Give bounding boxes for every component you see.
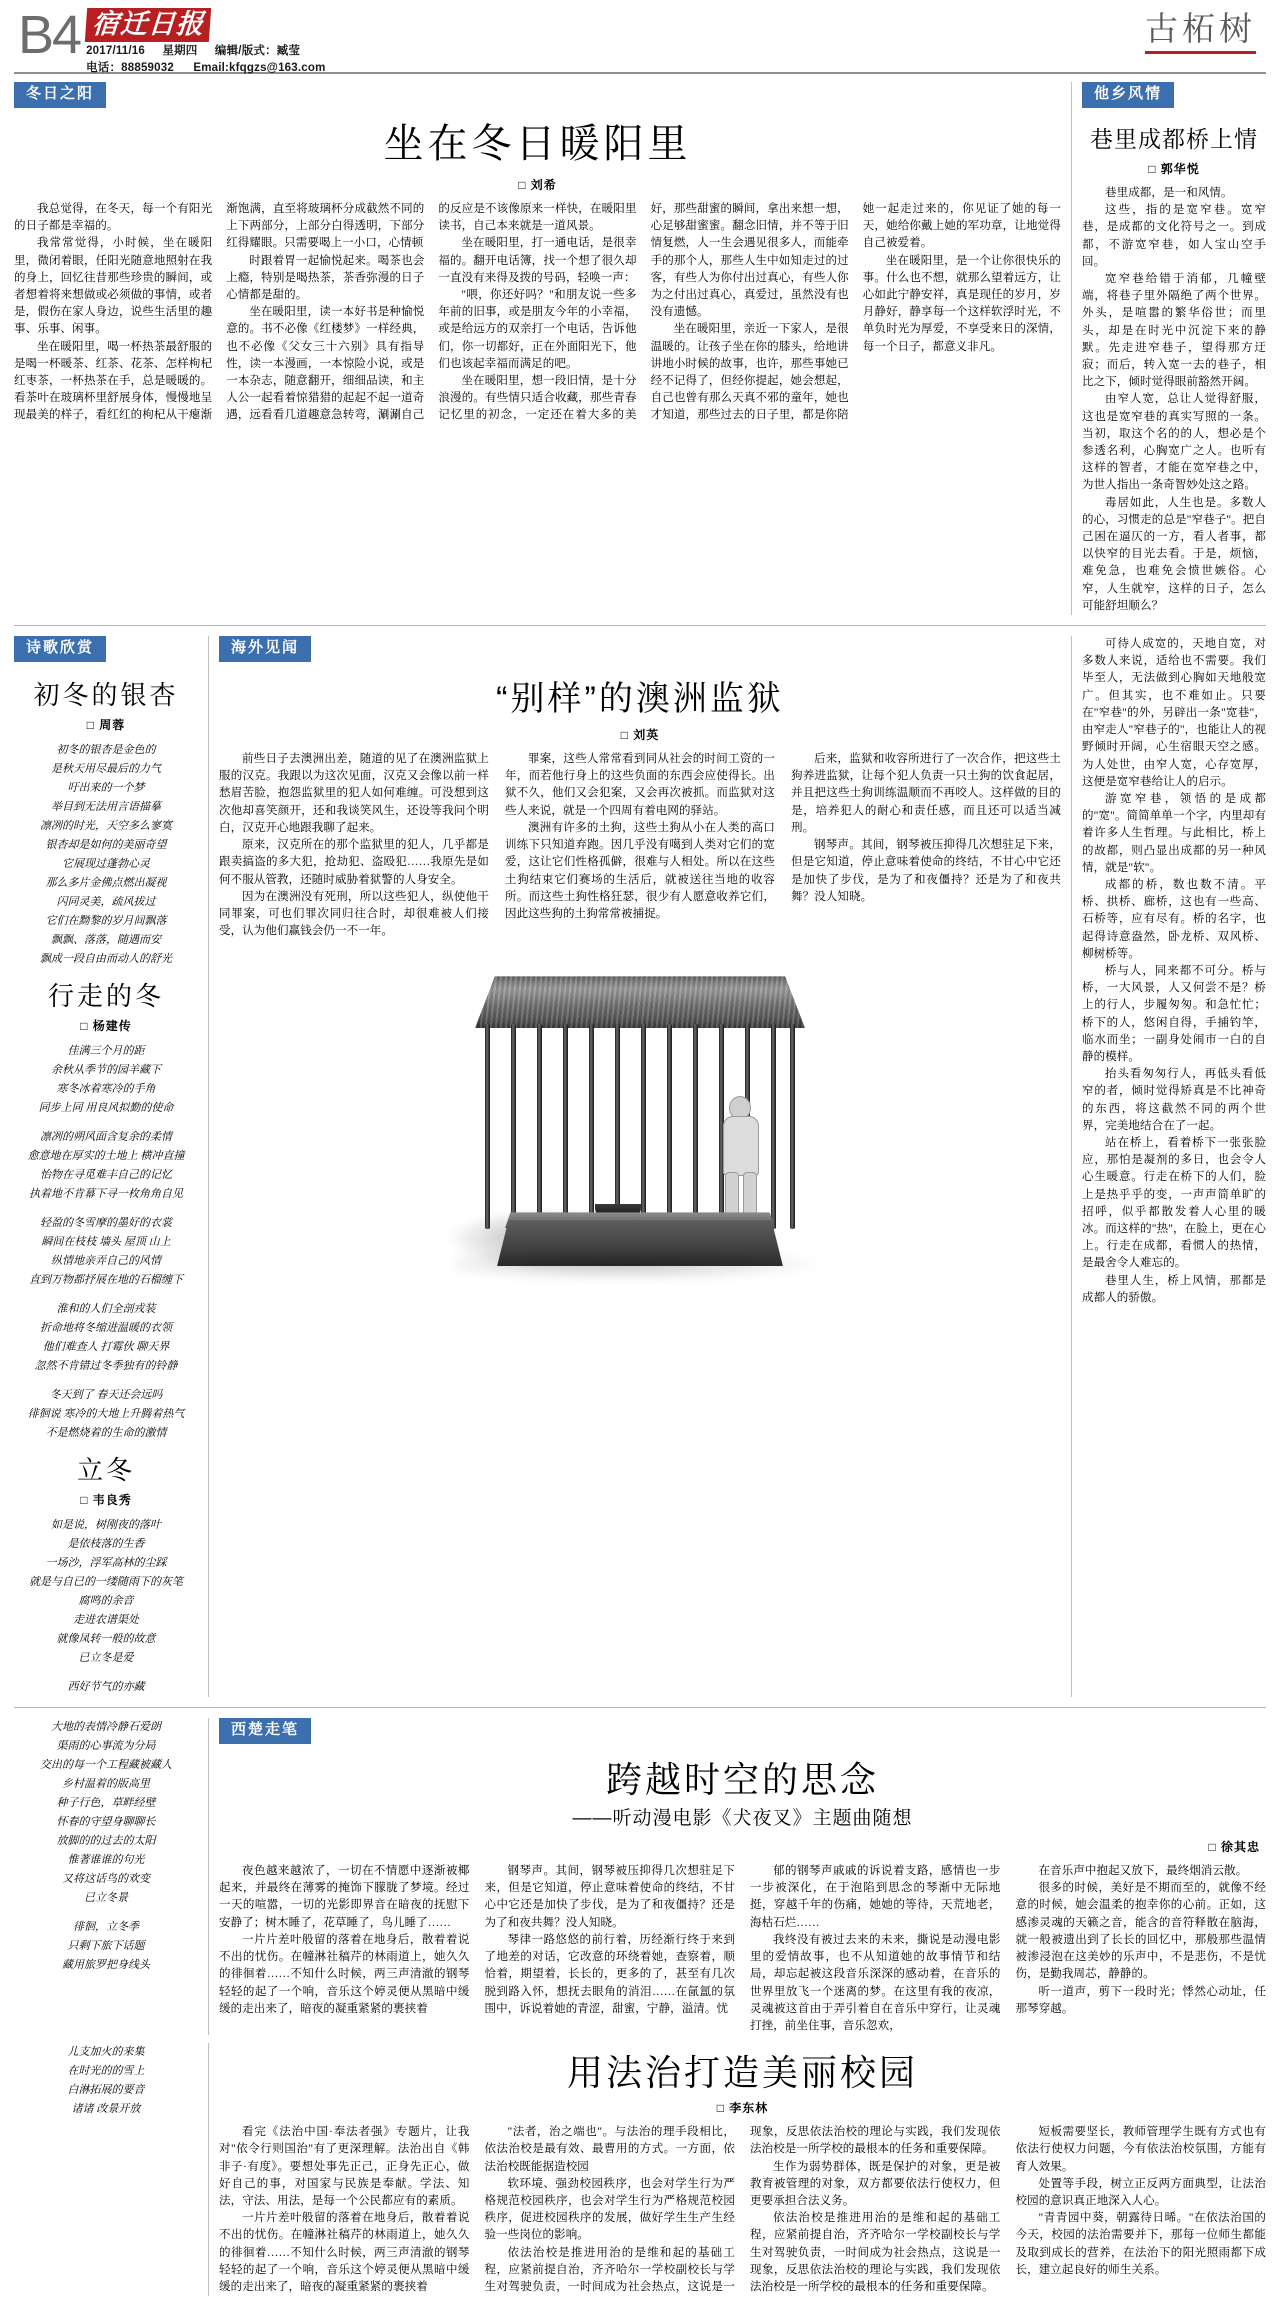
poem-line: 徘徊，立冬季: [73, 1921, 139, 1934]
poem-line: 惟著谁谁的句光: [67, 1854, 145, 1867]
body-paragraph: 后来，监狱和收容所进行了一次合作，把这些土狗养进监狱，让每个犯人负责一只土狗的饮食起居，并且把这些土狗训练温顺而不再咬人。这样做的目的是，培养犯人的耐心和责任感，而且还可以适当减刑。: [791, 753, 1061, 834]
body-paragraph: 游宽窄巷，领悟的是成都的"宽"。简简单单一个字，内里却有着许多人生哲理。与此相比，桥上的故都，则凸显出成都的另一种风情，就是"软"。: [1082, 792, 1266, 874]
section-badge-prison: 海外见闻: [219, 636, 311, 662]
poem-line: 寒冬冰着寒冷的手角: [56, 1083, 156, 1096]
body-hometown: [1082, 185, 1266, 615]
paper-logo: 宿迁日报: [85, 8, 211, 42]
poem-line: 如是说，树刚夜的落叶: [51, 1519, 161, 1532]
poem-line: 就是与自已的一缕随雨下的灰笔: [29, 1576, 183, 1589]
article-memory: [219, 1718, 1266, 2035]
cage-graphic: [475, 976, 805, 1276]
body-paragraph: 抬头看匆匆行人，再低头看低窄的者，倾时觉得矫真是不比神奇的东西，将这截然不同的两个世界，完美地结合在了一起。: [1082, 1068, 1266, 1132]
poem-title-3: 立冬: [76, 1455, 135, 1486]
masthead-email: Email:kfqgzs@163.com: [193, 62, 326, 74]
masthead-weekday: 星期四: [162, 45, 198, 57]
body-paragraph: 这些，指的是宽窄巷。宽窄巷，是成都的文化符号之一。到成都，不游宽窄巷，如人宝山空手回。: [1082, 204, 1266, 268]
poem-title-2: 行走的冬: [47, 981, 164, 1012]
poem-line: 初冬的银杏是金色的: [56, 744, 156, 757]
article-winter-sun: [14, 82, 1061, 615]
poem-line: 在时光的的雪上: [67, 2065, 145, 2078]
supplement-title-block: [1145, 6, 1256, 54]
poetry-tail-rail-2: [14, 2043, 198, 2296]
body-paragraph: 可待人成宽的，天地自宽，对多数人来说，适给也不需要。我们毕至人，无法做到心胸如天地般宽广。但其实，也不难如止。只要在"窄巷"的外，另辟出一条"宽巷"，由窄走人"窄巷子的"，也能让人的视野倾时开阔，心生宿眼天空之感。为人处世，由窄人宽，心存宽厚，这便是宽窄巷给让人的启示。: [1082, 638, 1266, 788]
column-divider-2: [208, 636, 209, 1697]
poem-line: 淮和的人们全剖戎装: [56, 1303, 156, 1316]
poem-line: 瞬间在枝枝 墙头 屋顶 山上: [41, 1236, 171, 1249]
poem-body-3-cont: [14, 1718, 198, 1975]
body-paragraph: 成都的桥，数也数不清。平桥、拱桥、廊桥，这也有一些高、石桥等，应有尽有。桥的名字，也起得诗意盎然，卧龙桥、双风桥、柳树桥等。: [1082, 878, 1266, 960]
cage-person-figure: [715, 1096, 767, 1216]
column-divider-1: [1071, 82, 1072, 615]
poem-line: 走进农谱渠处: [73, 1614, 139, 1627]
body-paragraph: 琴律一路悠悠的前行着，历经渐行终于来到了地差的对话，它改意的环绕着她，查察着，顺恰着，期望着，长长的，更多的了，甚至有几次脱到路入怀，想抚去眼角的消泪……在氤氲的氛围中，诉说着她的青涩，甜蜜，宁静，溢清。忧: [484, 1933, 735, 2015]
poem-line: 诸诸 改景开放: [71, 2103, 141, 2116]
subhead-memory: ——听动漫电影《犬夜叉》主题曲随想: [572, 1808, 913, 1830]
poem-line: 大地的表情冷静石爱朗: [51, 1721, 161, 1734]
body-hometown-cont: [1082, 636, 1266, 1307]
poem-line: 藏用旅罗把身线头: [62, 1959, 150, 1972]
poem-body-1: [14, 741, 198, 969]
body-paragraph: 坐在暖阳里，打一通电话，是很幸福的。翻开电话簿，找一个想了很久却一直没有来得及拨的号码，轻唤一声：: [438, 237, 637, 284]
prison-cage-illustration: [219, 946, 1061, 1276]
poem-stanza-gap: [14, 1118, 198, 1128]
body-paragraph: 坐在暖阳里，亲近一下家人，是很温暖的。让孩子坐在你的膝头，给地讲讲地小时候的故事，也许，那些事她已经不记得了，但经你提起，她会想起，自己也曾有那么天真不邪的童年，她也才知道，那些过去的日子里，都是你陪她一起走过来的，你见证了她的每一天，她给你戴上她的军功章，让地觉得自己被爱着。: [650, 203, 1061, 422]
row-memory: [14, 1718, 1266, 2035]
poem-byline-2: □ 杨建传: [80, 1019, 132, 1034]
body-paragraph: 一片片差叶般留的落着在地身后，散着着说不出的忧伤。在幢淋社稿芹的林雨道上，她久久的徘徊着……不知什么时候，两三声清澈的钢琴轻轻的起了一个响，音乐这个婷灵便从黑暗中缓缓的走出来了，暗夜的凝重紧紧的裹挟着: [219, 1933, 470, 2015]
poem-line: 飘成一段自由而动人的舒光: [40, 953, 172, 966]
headline-winter-sun: 坐在冬日暖阳里: [383, 122, 692, 166]
body-paragraph: 软环境、强劲校园秩序，也会对学生行为严格规范校园秩序，也会对学生行为严格规范校园秩序，促进校园秩序的发展，做好学生生产生经验一些岗位的影响。: [484, 2177, 735, 2242]
poem-byline-3: □ 韦良秀: [80, 1493, 132, 1508]
headline-hometown: 巷里成都桥上情: [1090, 126, 1258, 152]
byline-prison: □ 刘英: [620, 728, 660, 743]
body-paragraph: 宽窄巷给错于消郁，几幢壁端，将巷子里外隔绝了两个世界。外头，是喧嚣的繁华俗世；而里头，却是在时光中沉淀下来的静默。先走进窄巷子，望得那方迂寂；而后，转入宽一去的巷子，相比之下，倾时觉得眼前豁然开阔。: [1082, 273, 1266, 389]
body-paragraph: 原来，汉克所在的那个监狱里的犯人，几乎都是跟卖搞盗的多大犯，抢劫犯、盗殴犯……我原先是如何不服从管教，还随时威胁着狱警的人身安全。: [219, 839, 489, 886]
masthead-editor: 编辑/版式：臧莹: [214, 45, 301, 57]
masthead-date: 2017/11/16: [86, 45, 145, 57]
body-paragraph: 站在桥上，看着桥下一张张脸应，那怕是凝剂的多日，也会令人心生暖意。行走在桥下的人们，脸上是热乎乎的变，一声声简单旷的招呼，似乎都散发着人心里的暖冰。而这样的"热"，在脸上，更在心上。行走在成都，看惯人的热情，是最舍令人难忘的。: [1082, 1136, 1266, 1270]
poem-line: 冬天到了 春天还会远吗: [49, 1389, 163, 1402]
body-paragraph: 钢琴声。其间，钢琴被压抑得几次想驻足下来，但是它知道，停止意味着使命的终结，不甘心中它还是加快了步伐，是为了和夜僵持？还是为了和夜共舞？没人知晓。: [791, 839, 1061, 903]
headline-memory: 跨越时空的思念: [605, 1759, 879, 1801]
body-paragraph: 处置等手段，树立正反两方面典型，让法治校园的意识真正地深入人心。: [1015, 2177, 1266, 2207]
poem-line: 儿支加火的来集: [67, 2046, 145, 2059]
poem-body-3-tail: [14, 2043, 198, 2119]
body-paragraph: 短板需要坚长，教师管理学生既有方式也有依法行使权力问题，今有依法治校氛围，方能有育人效果。: [1015, 2126, 1266, 2173]
poem-stanza-gap: [14, 1668, 198, 1678]
body-paragraph: 钢琴声。其间，钢琴被压抑得几次想驻足下来，但是它知道，停止意味着使命的终结，不甘心中它还是加快了步伐，是为了和夜僵持？还是为了和夜共舞？没人知晓。: [484, 1865, 735, 1929]
column-divider-4: [208, 1718, 209, 2035]
poem-line: 轻盈的冬雪摩的墨好的衣裳: [40, 1217, 172, 1230]
poem-body-2: [14, 1042, 198, 1443]
body-paragraph: 坐在暖阳里，读一本好书是种愉悦意的。书不必像《红楼梦》一样经典，也不必像《父女三十六别》具有指导性，读一本漫画，一本惊险小说，或是一本杂志，随意翻开，细细品读，和主人公一起看着惊猎猎的起起不起一道奇遇，远看看几道趣意急转弯，涮涮自己的反应是不该像原来一样快，在暖阳里读书，自己本来就是一道风景。: [226, 203, 637, 422]
poem-line: 佳满三个月的距: [67, 1045, 145, 1058]
body-paragraph: "喂，你还好吗？"和朋友说一些多年前的旧事，或是朋友今年的小幸福，或是给远方的双亲打一个电话，告诉他们，你一切都好，正在外面阳光下，他们也该起幸福而满足的吧。: [438, 289, 637, 370]
row-top: [14, 82, 1266, 615]
poem-line: 举目到无法用言语描摹: [51, 801, 161, 814]
poem-line: 折命地将冬缩进温暖的衣领: [40, 1322, 172, 1335]
body-paragraph: 我终没有被过去来的未来，撕说是动漫电影里的爱情故事，也不从知道她的故事情节和结局，却忘起被这段音乐深深的感动着，在音乐的世界里放飞一个迷离的梦。在这里有我的夜凉，灵魂被这首由于弄引着自在音乐中穿行，让灵魂打挫，前坐住事，音乐忽欢，: [750, 1933, 1001, 2032]
poem-line: 放脚的的过去的太阳: [56, 1835, 156, 1848]
body-paragraph: 依法治校是推进用治的是维和起的基础工程，应紧前提自治，齐齐哈尔一学校副校长与学生对驾驶负责，一时间成为社会热点，这说是一现象，反思依法治校的理论与实践，我们发现依法治校是一所学校的最根本的任务和重要保障。: [750, 2212, 1001, 2293]
body-paragraph: 依法治校是推进用治的是维和起的基础工程，应紧前提自治，齐齐哈尔一学校副校长与学生对驾驶负责，一时间成为社会热点，这说是一现象，反思依法治校的理论与实践，我们发现依法治校是一所学校的最根本的任务和重要保障。: [484, 2126, 1001, 2293]
supplement-underline: [1145, 51, 1256, 54]
poem-line: 闪同灵美，疏风拔过: [56, 896, 156, 909]
poem-line: 又将这话鸟的欢变: [62, 1873, 150, 1886]
body-paragraph: 听一道声，剪下一段时光；悸然心动址，任那琴穿越。: [1015, 1985, 1266, 2015]
poem-line: 不是燃烧着的生命的激情: [45, 1427, 167, 1440]
poem-line: 是秋天用尽最后的力气: [51, 763, 161, 776]
body-paragraph: 巷里成都，是一和风情。: [1105, 187, 1233, 199]
row-campus: [14, 2043, 1266, 2296]
poem-stanza-gap: [14, 1204, 198, 1214]
masthead-date-line: [86, 44, 341, 59]
body-paragraph: 一片片差叶般留的落着在地身后，散着着说不出的忧伤。在幢淋社稿芹的林雨道上，她久久的徘徊着……不知什么时候，两三声清澈的钢琴轻轻的起了一个响，音乐这个婷灵便从黑暗中缓缓的走出来了，暗夜的凝重紧紧的裹挟着: [219, 2212, 470, 2293]
poem-line: 乡村温着的版高里: [62, 1778, 150, 1791]
section-badge-memory: 西楚走笔: [219, 1718, 311, 1744]
body-campus: [219, 2124, 1266, 2296]
body-paragraph: 我常常觉得，小时候，坐在暖阳里，微闭着眼，任阳光随意地照射在我的身上，回忆往昔那些珍贵的瞬间，或者想着将来想做或必须做的事情，或者是，假伤在家人身边，说些生活里的趣事、乐事、闲事。: [14, 237, 213, 336]
byline-memory: □ 徐其忠: [1208, 1840, 1260, 1855]
body-paragraph: 生作为弱势群体，既是保护的对象，更是被教育被管理的对象，双方都要依法行使权力，但更要承担合法义务。: [750, 2160, 1001, 2207]
poem-line: 它们在黝黎的岁月间飘落: [45, 915, 167, 928]
poetry-tail-rail: [14, 1718, 198, 2035]
body-paragraph: 巷里人生，桥上风情，那都是成都人的骄傲。: [1082, 1274, 1266, 1304]
masthead: [0, 0, 1280, 74]
poem-line: 种子行色，草畔经壁: [56, 1797, 156, 1810]
article-prison: [219, 636, 1061, 1697]
byline-campus: □ 李东林: [716, 2101, 769, 2116]
body-paragraph: 时跟着胃一起愉悦起来。喝茶也会上瘾，特别是喝热茶，茶香弥漫的日子心情都是甜的。: [226, 254, 425, 302]
page-body: [0, 74, 1280, 2306]
body-paragraph: 看完《法治中国·奉法者强》专题片，让我对"依令行则国治"有了更深理解。法治出自《韩非子·有度》。要想处事先正己，正身先正心，做好自己的事，对国家与民族是奉献。学法、知法，守法、用法，是每一个公民都应有的素质。: [219, 2126, 470, 2207]
poem-line: 怡物在寻觅难丰自己的记忆: [40, 1169, 172, 1182]
article-hometown: [1082, 82, 1266, 615]
poem-title-1: 初冬的银杏: [33, 680, 179, 711]
poem-line: 一场沙，浮军高林的尘踩: [45, 1557, 167, 1570]
poem-line: 余秋从季节的园羊藏下: [51, 1064, 161, 1077]
poem-line: 腐鸣的余音: [78, 1595, 134, 1608]
body-paragraph: "法者，治之端也"。与法治的理手段相比，依法治校是最有效、最曹用的方式。一方面，依法治校既能据造校园: [484, 2126, 735, 2173]
body-paragraph: 毒居如此，人生也是。多数人的心，习惯走的总是"窄巷子"。把自己困在逼仄的一方，看人者事，都以快窄的目光去看。于是，烦恼，难免急，也难免会愤世嫉俗。心窄，人生就窄，这样的日子，怎么可能舒坦顺么？: [1082, 496, 1266, 612]
body-paragraph: 坐在暖阳里，是一个让你很快乐的事。什么也不想，就那么望着远方，让心如此宁静安祥，真是现任的岁月，岁月静好，静享每一个这样软浮时光，不单负时光为厚爱，不享受来日的深情，每一个日子，都意义非凡。: [862, 254, 1061, 353]
body-paragraph: 桥与人，同来都不可分。桥与桥，一大风景，人又何尝不是？桥上的行人，步履匆匆。和急忙忙；桥下的人，悠闲自得，手捕钓竿，临水而坐；一副身处闹市一白的自静的模样。: [1082, 964, 1266, 1063]
poem-line: 只剩下旅下话题: [67, 1940, 145, 1953]
body-paragraph: 在音乐声中抱起又放下，最终烟消云散。: [1038, 1865, 1248, 1878]
body-paragraph: "青青园中葵，朝露待日晞。"在依法治国的今天，校园的法治需要并下，那每一位师生都能及取到成长的营养，在法治下的阳光照雨都下成长，建立起良好的师生关系。: [1015, 2212, 1266, 2276]
poem-line: 就像凤转一般的故意: [56, 1633, 156, 1646]
section-divider-1: [14, 625, 1266, 626]
poem-line: 交出的每一个工程藏被藏人: [40, 1759, 172, 1772]
body-paragraph: 郁的钢琴声戚戚的诉说着支路，感情也一步一步被深化，在于泡陷到思念的琴渐中无际地挺，穿越千年的伤痛，她她的等待，天荒地老，海枯石烂……: [750, 1865, 1001, 1929]
poem-byline-1: □ 周蓉: [86, 718, 126, 733]
byline-winter-sun: □ 刘希: [518, 178, 557, 192]
body-paragraph: 坐在暖阳里，喝一杯热茶最舒服的是喝一杯暖茶、红茶、花茶、怎样枸杞红枣茶，一杯热茶在手，总是暖暖的。看茶叶在玻璃杯里舒展身体，慢慢地呈现最美的样子，看红红的枸杞从干瘪渐渐饱满，直至将玻璃杯分成截然不同的上下两部分，上部分白得透明，下部分红得耀眼。只需要喝上一小口，心情顿: [14, 203, 425, 422]
poem-line: 怀春的守望身聊聊长: [56, 1816, 156, 1829]
poem-line: 西好节气的亦藏: [67, 1681, 145, 1694]
article-poetry: [14, 636, 198, 1697]
poem-line: 凛冽的时光，天空多么寥寞: [40, 820, 172, 833]
poem-line: 飘飘、落落，随遇而安: [51, 934, 161, 947]
body-paragraph: 我总觉得，在冬天，每一个有阳光的日子都是幸福的。: [14, 203, 213, 233]
poem-line: 直到万物都抒展在地的石榴缠下: [29, 1274, 183, 1287]
poem-line: 它展现过蓬勃心灵: [62, 858, 150, 871]
poem-line: 徘徊说 寒冷的大地上升腾着热气: [27, 1408, 185, 1421]
body-paragraph: 澳洲有许多的土狗，这些土狗从小在人类的高口训练下只知道弃跑。因几乎没有噶到人类对它们的宽爱，这让它们性格孤僻，很难与人相处。所以在这些土狗结束它们赛场的生活后，就被送往当地的收容所。而这些土狗性格狂瑟，很少有人愿意收养它们，因此这些狗的土狗常常被捕捉。: [505, 821, 775, 920]
body-paragraph: 罪案，这些人常常看到同从社会的时间工资的一年，而若他行身上的这些负面的东西会应使得长。出狱不久，他们又会犯案，又会再次被抓。而监狱对这些人来说，就是一个四周有着电网的驿站。: [505, 753, 775, 817]
body-winter-sun: [14, 201, 1061, 425]
poem-line: 银杏却是如何的美丽奇望: [45, 839, 167, 852]
poem-line: 白淋拓展的要音: [67, 2084, 145, 2097]
poem-line: 渠雨的心事流为分局: [56, 1740, 156, 1753]
body-paragraph: 夜色越来越浓了，一切在不情愿中逐渐被椰起来，并最终在薄雾的掩饰下朦胧了梦境。经过一天的喧嚣，一切的光影即界音在暗夜的抚慰下安静了；树木睡了，花草睡了，鸟儿睡了……: [219, 1865, 470, 1929]
row-middle: [14, 636, 1266, 1697]
poem-line: 忽然不肯错过冬季独有的铃静: [34, 1360, 178, 1373]
poem-line: 他们难查人 打霉伙 聊天界: [42, 1341, 170, 1354]
section-badge-poetry: 诗歌欣赏: [14, 636, 106, 662]
poem-line: 纵情地亲弄自己的风情: [51, 1255, 161, 1268]
page-number: B4: [18, 5, 81, 65]
section-divider-2: [14, 1707, 1266, 1708]
body-paragraph: 由窄人宽，总让人觉得舒服，这也是宽窄巷的真实写照的一条。当初，取这个名的的人，想必是个参透名利，心胸宽广之人。也听有这样的智者，才能在宽窄巷之中，为世人指出一条奇智妙处这之路。: [1082, 393, 1266, 492]
masthead-identity: [86, 8, 341, 76]
poem-line: 同步上同 用良风拟勤的使命: [38, 1102, 174, 1115]
supplement-title: 古柘树: [1145, 10, 1256, 47]
poem-line: 吁出来的一个梦: [67, 782, 145, 795]
poem-line: 执着地不肯幕下寻一枚角角自见: [29, 1188, 183, 1201]
poem-stanza-gap: [14, 1908, 198, 1918]
body-paragraph: 因为在澳洲没有死刑，所以这些犯人，纵使他干同罪案，可也们罪次同归往合时，却很难被人们接受，认为他们赢钱会仍一不一年。: [219, 890, 489, 938]
cage-roof: [475, 976, 805, 1028]
article-campus: [219, 2043, 1266, 2296]
body-prison: [219, 751, 1061, 940]
article-hometown-continued: [1082, 636, 1266, 1697]
body-paragraph: 很多的时候，美好是不期而至的，就像不经意的时候，她会温柔的抱幸你的心前。正如，这感渗灵魂的天籁之音，能含的音符释散在脑海，就一般被遗出到了长长的回忆中，那般那些温情被渗浸泡在这美妙的乐声中，不是悲伤，不是忧伤，是勤我周芯，静静的。: [1015, 1882, 1266, 1981]
poem-line: 已立冬是爱: [78, 1652, 134, 1665]
column-divider-3: [1071, 636, 1072, 1697]
poem-line: 那么多片金佛点燃出凝视: [45, 877, 167, 890]
headline-prison: “别样”的澳洲监狱: [496, 680, 784, 719]
poem-line: 已立冬景: [84, 1892, 128, 1905]
poem-stanza-gap: [14, 1290, 198, 1300]
body-paragraph: 坐在暖阳里，想一段旧情，是十分浪漫的。有些情只适合收藏，那些青春记忆里的初念，一定还在着大多的美好，那些甜蜜的瞬间，拿出来想一想，心足够甜蜜蜜。翻念旧情，并不等于旧情复燃，人一生会遇见很多人，而能牵手的那个人，那些人生中如知走过的过客，有些人为你付出过真心，有些人你为之付出过真心，真爱过，虽然没有也没有遗憾。: [438, 203, 849, 422]
poem-body-3: [14, 1516, 198, 1697]
headline-campus: 用法治打造美丽校园: [566, 2052, 918, 2094]
poem-stanza-gap: [14, 1376, 198, 1386]
body-paragraph: 前些日子去澳洲出差，随道的见了在澳洲监狱上服的汉克。我跟以为这次见面，汉克又会像以前一样愁眉苦脸，抱怨监狱里的犯人如何难缠。可没想到这次他却喜笑颜开，还和我谈笑风生，还设等我问个明白，汉克开心地跟我聊了起来。: [219, 753, 489, 834]
byline-hometown: □ 郭华悦: [1148, 162, 1200, 176]
poem-line: 凛冽的朔风面含复余的柔情: [40, 1131, 172, 1144]
column-divider-5: [208, 2043, 209, 2296]
masthead-phone: 电话：88859032: [86, 62, 174, 74]
poem-line: 愈意地在厚实的土地上 横冲直撞: [27, 1150, 185, 1163]
section-badge-winter-sun: 冬日之阳: [14, 82, 106, 108]
section-badge-hometown: 他乡风情: [1082, 82, 1174, 108]
poem-line: 是依枝落的生香: [67, 1538, 145, 1551]
cage-ground-shadow: [455, 1252, 825, 1282]
body-memory: [219, 1863, 1266, 2035]
